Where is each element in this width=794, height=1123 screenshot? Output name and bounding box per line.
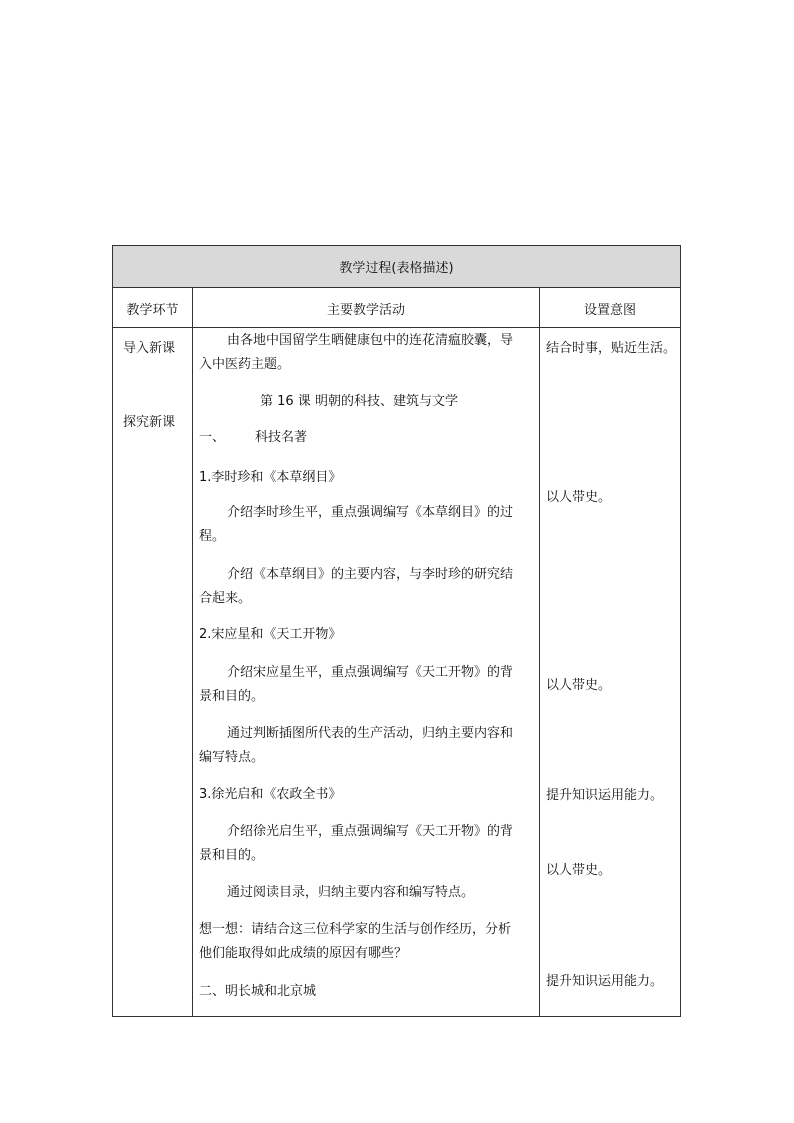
activity-line: 介绍宋应星生平，重点强调编写《天工开物》的背 (227, 665, 514, 680)
activity-line: 通过阅读目录，归纳主要内容和编写特点。 (227, 885, 475, 900)
subsection-heading: 2.宋应星和《天工开物》 (199, 627, 342, 642)
activity-line: 介绍李时珍生平，重点强调编写《本草纲目》的过 (227, 505, 514, 520)
lesson-title: 第 16 课 明朝的科技、建筑与文学 (260, 394, 458, 409)
section-heading: 二、明长城和北京城 (199, 984, 317, 999)
header-stage: 教学环节 (126, 302, 179, 318)
stage-explore: 探究新课 (123, 415, 176, 430)
activity-line: 介绍《本草纲目》的主要内容，与李时珍的研究结 (227, 567, 514, 582)
intent-text: 以人带史。 (546, 863, 612, 878)
stage-intro: 导入新课 (123, 341, 176, 356)
column-divider (192, 288, 193, 1016)
header-activity: 主要教学活动 (326, 302, 405, 318)
activity-line: 景和目的。 (199, 848, 265, 863)
subsection-heading: 1.李时珍和《本草纲目》 (199, 470, 342, 485)
activity-line: 合起来。 (199, 591, 252, 606)
intent-text: 以人带史。 (546, 678, 612, 693)
intent-text: 提升知识运用能力。 (546, 974, 664, 989)
intent-text: 提升知识运用能力。 (546, 788, 664, 803)
section-heading: 科技名著 (255, 430, 308, 445)
activity-line: 通过判断插图所代表的生产活动，归纳主要内容和 (227, 726, 514, 741)
activity-line: 程。 (199, 529, 226, 544)
table-title: 教学过程(表格描述) (113, 246, 680, 288)
activity-line: 介绍徐光启生平，重点强调编写《天工开物》的背 (227, 824, 514, 839)
intent-text: 结合时事，贴近生活。 (546, 341, 677, 356)
lesson-process-table (112, 245, 681, 1017)
think-question: 想一想：请结合这三位科学家的生活与创作经历，分析 (199, 922, 512, 937)
think-question: 他们能取得如此成绩的原因有哪些？ (199, 946, 408, 961)
section-number: 一、 (199, 430, 226, 445)
subsection-heading: 3.徐光启和《农政全书》 (199, 787, 342, 802)
activity-line: 由各地中国留学生晒健康包中的连花清瘟胶囊，导 (227, 333, 514, 348)
activity-line: 入中医药主题。 (199, 357, 291, 372)
header-intent: 设置意图 (583, 302, 636, 318)
column-divider (539, 288, 540, 1016)
activity-line: 景和目的。 (199, 689, 265, 704)
activity-line: 编写特点。 (199, 750, 265, 765)
intent-text: 以人带史。 (546, 490, 612, 505)
